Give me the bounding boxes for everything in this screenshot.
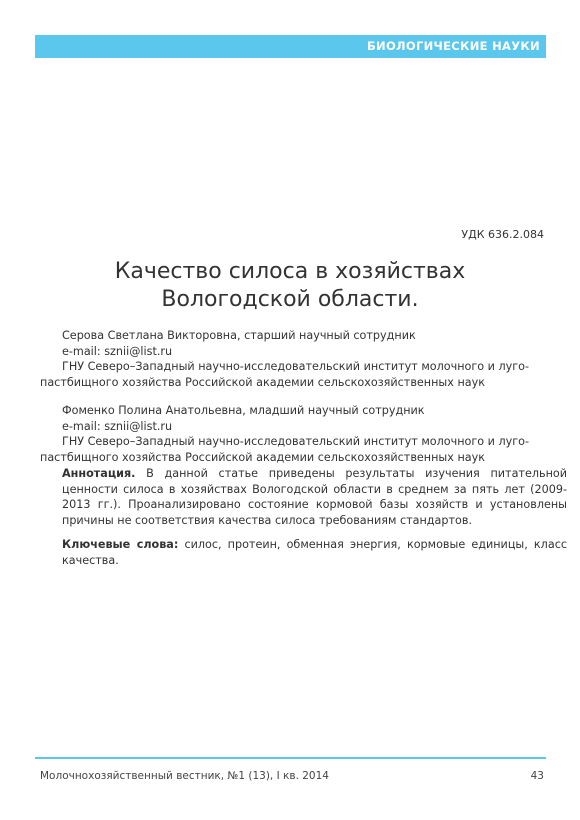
title-line-2: Вологодской области. bbox=[161, 287, 419, 312]
footer-divider bbox=[35, 757, 546, 759]
article-title bbox=[40, 258, 540, 314]
author-affiliation-1: ГНУ Северо–Западный научно-исследовательский институт молочного и луго- bbox=[62, 360, 530, 373]
author-email: e-mail: sznii@list.ru bbox=[62, 344, 173, 358]
author-block bbox=[40, 328, 545, 390]
authors-section bbox=[40, 328, 545, 478]
journal-citation: Молочнохозяйственный вестник, №1 (13), I кв. 2014 bbox=[40, 770, 329, 782]
author-affiliation-2: пастбищного хозяйства Российской академии сельскохозяйственных наук bbox=[40, 450, 485, 464]
keywords bbox=[40, 537, 567, 568]
page-number: 43 bbox=[530, 770, 544, 782]
section-banner bbox=[35, 35, 546, 58]
abstract-label: Аннотация. bbox=[62, 467, 136, 480]
author-email: e-mail: sznii@list.ru bbox=[62, 419, 173, 433]
keywords-text: силос, протеин, обменная энергия, кормовые единицы, класс качества. bbox=[62, 538, 567, 567]
author-block bbox=[40, 403, 545, 465]
author-name-role: Фоменко Полина Анатольевна, младший научный сотрудник bbox=[62, 404, 425, 417]
udk-code: УДК 636.2.084 bbox=[461, 228, 544, 241]
section-label: БИОЛОГИЧЕСКИЕ НАУКИ bbox=[366, 39, 540, 53]
abstract-text: В данной статье приведены результаты изучения питательной ценности силоса в хозяйствах Вологодской области в среднем за пять лет (2009-2013 гг.). Проанализировано состояние кормовой базы хозяйств и установлены причины не соответствия качества силоса требованиям стандартов. bbox=[62, 467, 568, 527]
author-name-role: Серова Светлана Викторовна, старший научный сотрудник bbox=[62, 329, 416, 342]
keywords-label: Ключевые слова: bbox=[62, 538, 179, 551]
title-line-1: Качество силоса в хозяйствах bbox=[114, 259, 466, 284]
author-affiliation-1: ГНУ Северо–Западный научно-исследовательский институт молочного и луго- bbox=[62, 435, 530, 448]
author-affiliation-2: пастбищного хозяйства Российской академии сельскохозяйственных наук bbox=[40, 375, 485, 389]
abstract bbox=[40, 466, 567, 528]
